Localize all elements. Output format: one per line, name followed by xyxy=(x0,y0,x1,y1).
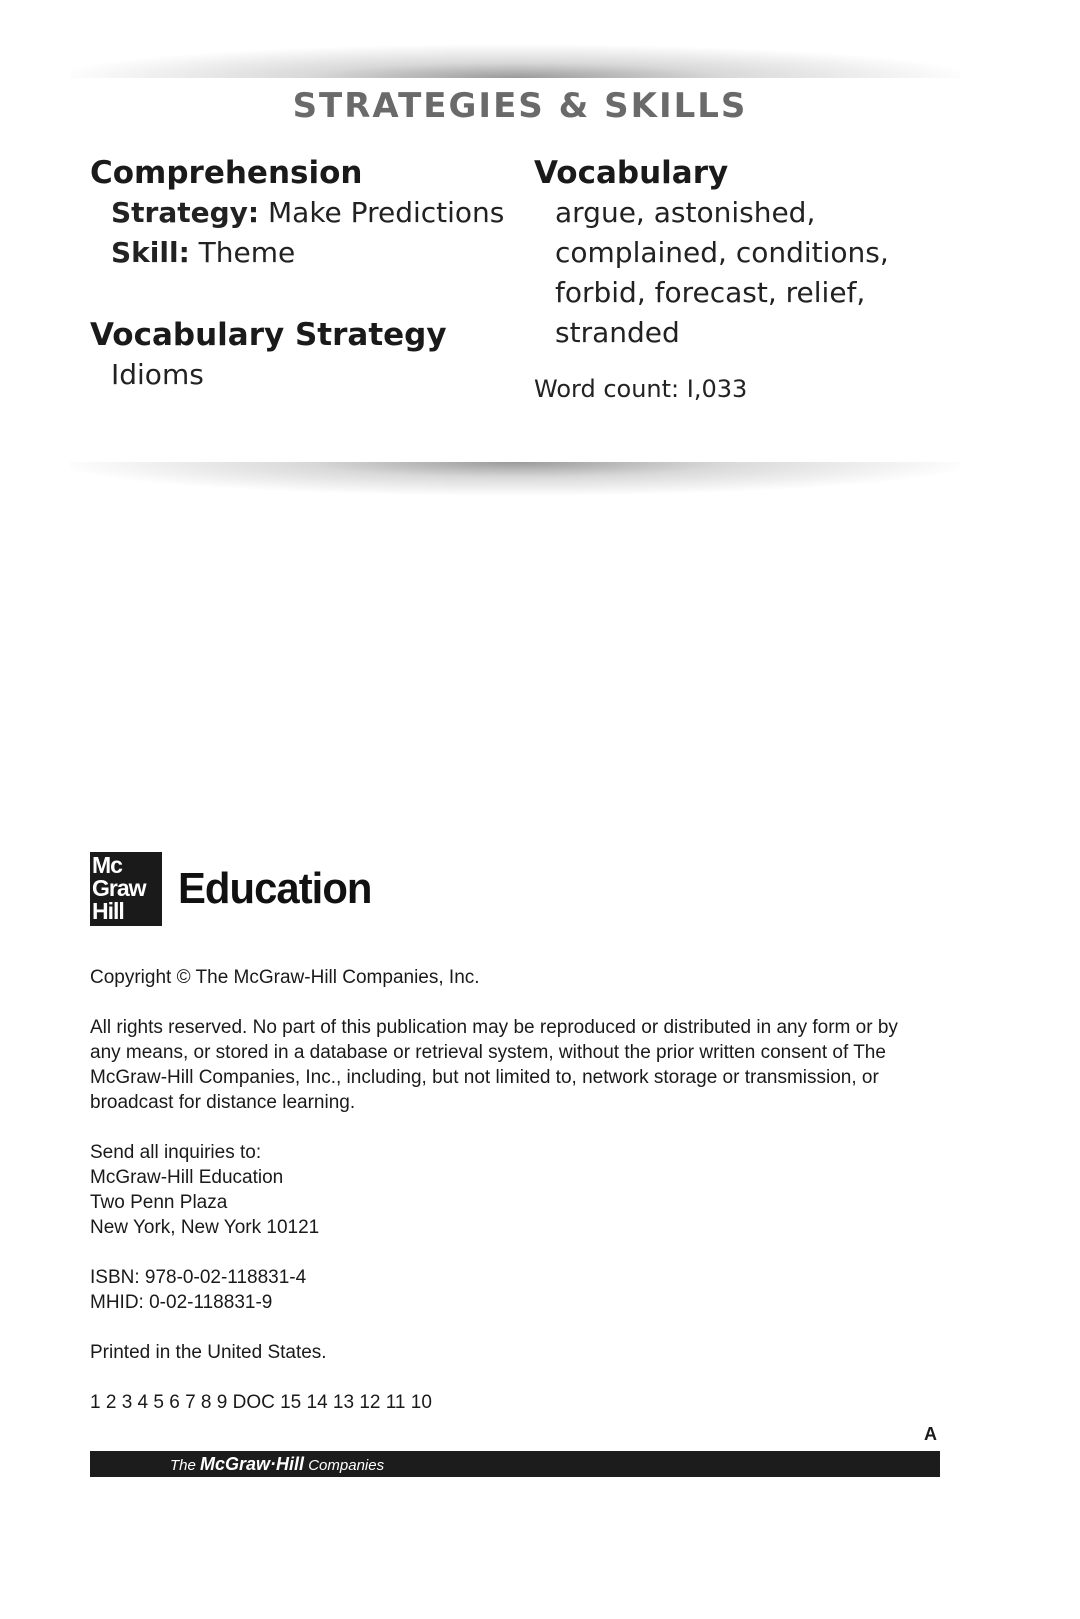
logo-wordmark: Education xyxy=(178,864,372,913)
word-count: Word count: I,033 xyxy=(534,375,748,403)
footer-brand-companies: Companies xyxy=(304,1457,385,1474)
logo-box-line: Graw xyxy=(92,875,146,901)
inquiries-line: Send all inquiries to: xyxy=(90,1142,262,1163)
mcgraw-hill-education-logo xyxy=(90,852,382,926)
comprehension-heading: Comprehension xyxy=(90,155,363,191)
bottom-shadow-divider xyxy=(70,462,960,496)
skill-label: Skill: xyxy=(111,236,190,269)
vocabulary-heading: Vocabulary xyxy=(534,155,729,191)
copyright-notice xyxy=(90,965,930,990)
rights-notice xyxy=(90,1015,930,1115)
mcgraw-hill-logo-box xyxy=(90,852,162,926)
right-column xyxy=(534,153,954,405)
skill-line xyxy=(90,233,510,273)
strategy-value: Make Predictions xyxy=(259,196,505,229)
strategy-label: Strategy: xyxy=(111,196,260,229)
vocabulary-strategy-value: Idioms xyxy=(111,358,204,391)
logo-box-line: Mc xyxy=(92,852,122,878)
spacer xyxy=(90,273,510,315)
strategies-title: STRATEGIES & SKILLS xyxy=(292,86,748,126)
inquiries-line: McGraw-Hill Education xyxy=(90,1167,284,1188)
inquiries-block xyxy=(90,1140,930,1240)
mhid: MHID: 0-02-118831-9 xyxy=(90,1292,273,1313)
footer-brand-name: McGraw·Hill xyxy=(200,1454,305,1474)
isbn: ISBN: 978-0-02-118831-4 xyxy=(90,1267,307,1288)
footer-bar xyxy=(90,1451,940,1477)
page-letter: A xyxy=(924,1424,937,1444)
rights-paragraph: All rights reserved. No part of this publication may be reproduced or distributed in any form or by any means, or stored in a database or retrieval system, without the prior written consent of The McGraw-Hill Companies, Inc., including, but not limited to, network storage or transmission, or broadcast for distance learning. xyxy=(90,1017,898,1113)
strategy-line xyxy=(90,193,510,233)
vocabulary-strategy-heading: Vocabulary Strategy xyxy=(90,317,447,353)
left-column xyxy=(90,153,510,395)
identifier-block xyxy=(90,1265,930,1315)
vocabulary-line: forbid, forecast, relief, xyxy=(555,276,866,309)
print-line: 1 2 3 4 5 6 7 8 9 DOC 15 14 13 12 11 10 xyxy=(90,1392,432,1413)
vocabulary-line: complained, conditions, xyxy=(555,236,889,269)
copyright-line: Copyright © The McGraw-Hill Companies, Inc. xyxy=(90,967,480,988)
skill-value: Theme xyxy=(189,236,296,269)
vocabulary-line: stranded xyxy=(555,316,680,349)
vocabulary-line: argue, astonished, xyxy=(555,196,816,229)
top-shadow-divider xyxy=(70,44,960,78)
printed-notice xyxy=(90,1340,930,1365)
inquiries-line: New York, New York 10121 xyxy=(90,1217,320,1238)
inquiries-line: Two Penn Plaza xyxy=(90,1192,228,1213)
logo-box-line: Hill xyxy=(92,898,124,924)
footer-brand xyxy=(170,1454,384,1476)
print-line-block xyxy=(90,1390,930,1415)
printed-line: Printed in the United States. xyxy=(90,1342,327,1363)
footer-brand-the: The xyxy=(170,1457,201,1474)
